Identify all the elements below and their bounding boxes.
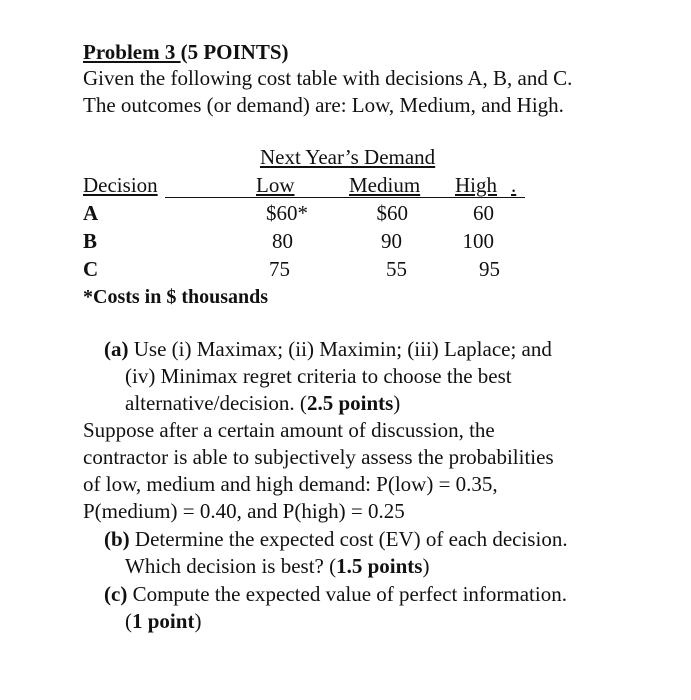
column-header-high-dot: .	[511, 173, 517, 197]
part-b-text-1: Determine the expected cost (EV) of each decision.	[129, 527, 568, 551]
part-c-label: (c)	[104, 582, 128, 606]
part-c-points: 1 point	[132, 609, 195, 633]
problem-title: Problem 3	[83, 40, 181, 64]
table-super-header: Next Year’s Demand	[260, 145, 436, 169]
part-a-text-3: alternative/decision. (	[125, 391, 307, 415]
row-high: 60	[473, 201, 494, 225]
column-header-high	[455, 175, 516, 196]
header-rule	[165, 197, 525, 198]
column-header-low: Low	[256, 173, 295, 197]
part-a-close: )	[393, 391, 401, 415]
row-low: 80	[272, 229, 293, 253]
part-b-text-2: Which decision is best? (	[125, 554, 337, 578]
part-a-line-3	[125, 393, 400, 414]
row-low: $60*	[266, 201, 308, 225]
scenario-line-2: contractor is able to subjectively assess the probabilities	[83, 445, 554, 469]
part-b-line-1	[104, 529, 568, 550]
part-b-close: )	[422, 554, 430, 578]
scenario-line-1: Suppose after a certain amount of discussion, the	[83, 418, 495, 442]
part-a-text-1: Use (i) Maximax; (ii) Maximin; (iii) Laplace; and	[128, 337, 552, 361]
row-medium: 55	[386, 257, 407, 281]
part-a-points: 2.5 points	[306, 391, 394, 415]
part-c-text-1: Compute the expected value of perfect information.	[127, 582, 567, 606]
row-decision: A	[83, 201, 99, 225]
column-header-medium: Medium	[349, 173, 421, 197]
intro-line-2: The outcomes (or demand) are: Low, Medium, and High.	[83, 93, 564, 117]
row-high: 100	[462, 229, 494, 253]
row-medium: $60	[376, 201, 408, 225]
row-low: 75	[269, 257, 290, 281]
problem-points: (5 POINTS)	[180, 40, 289, 64]
column-header-high-text: High	[455, 173, 497, 197]
row-medium: 90	[381, 229, 402, 253]
scenario-line-3: of low, medium and high demand: P(low) = 0.35,	[83, 472, 498, 496]
part-b-points: 1.5 points	[336, 554, 423, 578]
part-a-line-2: (iv) Minimax regret criteria to choose the best	[125, 364, 512, 388]
part-c-close: )	[194, 609, 202, 633]
part-a-label: (a)	[104, 337, 129, 361]
part-c-line-1	[104, 584, 567, 605]
table-footnote: *Costs in $ thousands	[83, 286, 269, 308]
part-c-open: (	[125, 609, 132, 633]
intro-line-1: Given the following cost table with decisions A, B, and C.	[83, 66, 573, 90]
row-decision: C	[83, 257, 99, 281]
part-c-line-2	[125, 611, 201, 632]
part-a-line-1	[104, 339, 552, 360]
problem-heading	[83, 42, 289, 63]
row-high: 95	[479, 257, 500, 281]
row-decision: B	[83, 229, 98, 253]
part-b-label: (b)	[104, 527, 130, 551]
part-b-line-2	[125, 556, 429, 577]
column-header-decision: Decision	[83, 173, 158, 197]
scenario-line-4: P(medium) = 0.40, and P(high) = 0.25	[83, 499, 405, 523]
